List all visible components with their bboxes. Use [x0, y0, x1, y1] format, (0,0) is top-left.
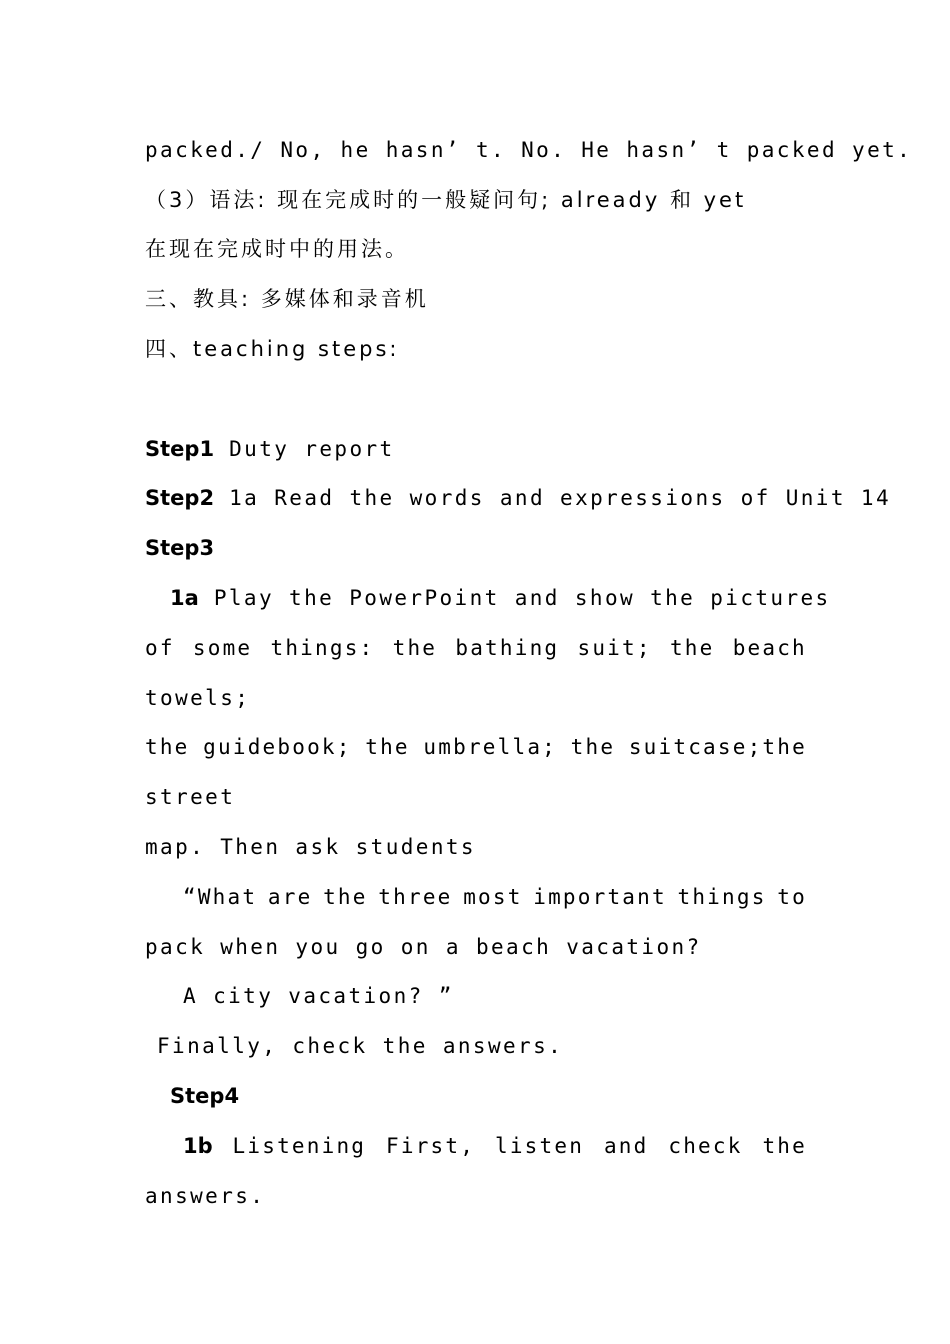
- step3-line: [145, 532, 214, 564]
- word: three: [378, 885, 453, 909]
- step3-1a-label: 1a: [170, 586, 199, 610]
- step1-label: Step1: [145, 437, 215, 461]
- word: umbrella;: [423, 735, 558, 759]
- word: things:: [270, 636, 375, 660]
- text-line-usage: 在现在完成时中的用法。: [145, 237, 409, 261]
- word: the: [145, 735, 190, 759]
- word: First,: [386, 1134, 476, 1158]
- step4-label: Step4: [170, 1084, 240, 1108]
- map-line: map. Then ask students: [145, 835, 476, 859]
- word: the: [669, 636, 715, 660]
- step3-1a-line: [170, 582, 831, 614]
- word: “What: [183, 885, 258, 909]
- step1-line: [145, 433, 395, 465]
- word: of: [145, 636, 175, 660]
- step1-text: Duty report: [214, 437, 395, 461]
- word: things: [677, 885, 767, 909]
- street-line: street: [145, 785, 236, 809]
- step4-1b-label: 1b: [183, 1134, 213, 1158]
- towels-line: towels;: [145, 686, 251, 710]
- word: the: [762, 1134, 807, 1158]
- step2-text: 1a Read the words and expressions of Unit 14: [214, 486, 892, 510]
- word: suit;: [577, 636, 652, 660]
- step3-label: Step3: [145, 536, 215, 560]
- word: the: [365, 735, 410, 759]
- step4-line: [170, 1080, 239, 1112]
- word: bathing: [455, 636, 560, 660]
- step2-label: Step2: [145, 486, 215, 510]
- word: the: [570, 735, 616, 759]
- word: and: [603, 1134, 649, 1158]
- word: important: [533, 885, 667, 909]
- things-line: [145, 632, 807, 664]
- city-line: A city vacation? ”: [183, 984, 454, 1008]
- word: beach: [732, 636, 807, 660]
- question-line: [183, 881, 807, 913]
- word: some: [192, 636, 253, 660]
- word: the: [392, 636, 438, 660]
- text-line-grammar: （3）语法: 现在完成时的一般疑问句; already 和 yet: [145, 188, 747, 212]
- word: are: [267, 885, 313, 909]
- word: listen: [494, 1134, 585, 1158]
- text-line-teaching-aids: 三、教具: 多媒体和录音机: [145, 287, 429, 311]
- teaching-steps-heading: 四、teaching steps:: [145, 337, 400, 361]
- listening-line: [183, 1130, 807, 1162]
- word: suitcase;the: [628, 735, 807, 759]
- word: the: [323, 885, 368, 909]
- pack-line: pack when you go on a beach vacation?: [145, 935, 702, 959]
- guidebook-line: [145, 731, 807, 763]
- text-line-packed: packed./ No, he hasn’ t. No. He hasn’ t packed yet.: [145, 138, 913, 162]
- word: check: [668, 1134, 743, 1158]
- text-line-teaching-steps: [145, 333, 399, 365]
- step3-1a-text: Play the PowerPoint and show the pictures: [198, 586, 831, 610]
- finally-line: Finally, check the answers.: [157, 1034, 564, 1058]
- step2-line: [145, 482, 891, 514]
- word: Listening: [232, 1134, 367, 1158]
- word: guidebook;: [203, 735, 352, 759]
- answers-line: answers.: [145, 1184, 266, 1208]
- word: most: [463, 885, 523, 909]
- word: to: [777, 885, 807, 909]
